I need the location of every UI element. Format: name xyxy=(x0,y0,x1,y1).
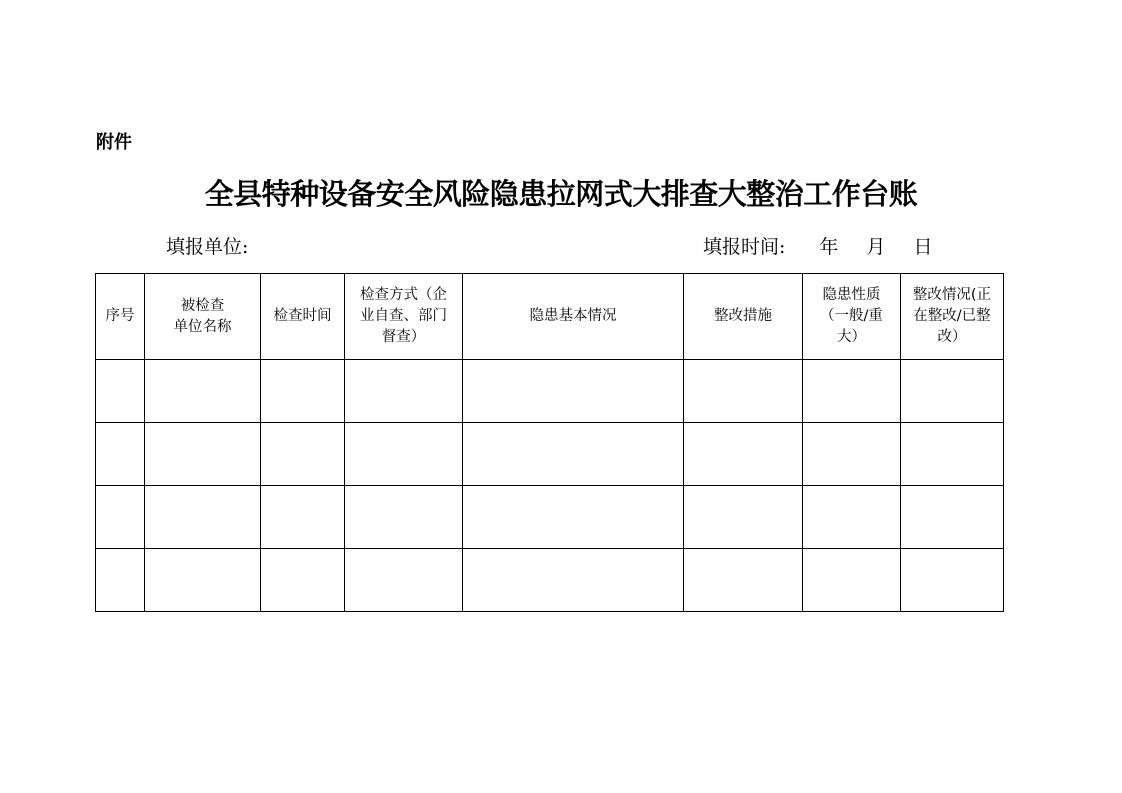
column-header-label: 隐患基本情况 xyxy=(529,308,617,324)
table-cell[interactable] xyxy=(463,486,684,549)
page-title: 全县特种设备安全风险隐患拉网式大排查大整治工作台账 xyxy=(204,177,918,211)
column-header xyxy=(684,274,803,360)
table-cell[interactable] xyxy=(261,549,345,612)
table-cell[interactable] xyxy=(345,423,463,486)
fill-time-row xyxy=(703,232,932,259)
table-cell[interactable] xyxy=(684,549,803,612)
table-cell[interactable] xyxy=(684,423,803,486)
fill-unit-label: 填报单位: xyxy=(166,236,249,258)
ledger-table xyxy=(95,273,1004,612)
table-cell[interactable] xyxy=(145,423,261,486)
table-cell[interactable] xyxy=(261,423,345,486)
table-cell[interactable] xyxy=(261,486,345,549)
column-header xyxy=(261,274,345,360)
table-cell[interactable] xyxy=(345,486,463,549)
attachment-label: 附件 xyxy=(96,132,132,153)
table-cell[interactable] xyxy=(96,486,145,549)
column-header-label: 检查方式（企 业自查、部门 督查） xyxy=(360,287,447,345)
fill-time-day: 日 xyxy=(913,236,933,258)
table-cell[interactable] xyxy=(463,549,684,612)
column-header xyxy=(803,274,901,360)
table-row xyxy=(96,360,1004,423)
column-header xyxy=(145,274,261,360)
table-cell[interactable] xyxy=(96,549,145,612)
column-header xyxy=(345,274,463,360)
table-cell[interactable] xyxy=(96,360,145,423)
column-header-label: 整改措施 xyxy=(714,308,772,324)
column-header xyxy=(463,274,684,360)
table-cell[interactable] xyxy=(901,549,1004,612)
table-cell[interactable] xyxy=(901,423,1004,486)
table-cell[interactable] xyxy=(345,549,463,612)
table-cell[interactable] xyxy=(901,360,1004,423)
table-row xyxy=(96,486,1004,549)
fill-time-month: 月 xyxy=(866,236,886,258)
table-cell[interactable] xyxy=(803,423,901,486)
table-cell[interactable] xyxy=(463,423,684,486)
fill-time-year: 年 xyxy=(819,236,839,258)
column-header xyxy=(96,274,145,360)
table-cell[interactable] xyxy=(145,360,261,423)
table-cell[interactable] xyxy=(684,360,803,423)
fill-time-label: 填报时间: xyxy=(703,236,786,258)
table-cell[interactable] xyxy=(803,549,901,612)
column-header xyxy=(901,274,1004,360)
column-header-label: 检查时间 xyxy=(273,308,332,324)
column-header-label: 整改情况(正 在整改/已整 改） xyxy=(912,287,992,345)
table-cell[interactable] xyxy=(901,486,1004,549)
table-body xyxy=(96,360,1004,612)
column-header-label: 序号 xyxy=(105,308,135,324)
table-cell[interactable] xyxy=(803,486,901,549)
table-cell[interactable] xyxy=(261,360,345,423)
table-row xyxy=(96,549,1004,612)
table-cell[interactable] xyxy=(463,360,684,423)
table-cell[interactable] xyxy=(803,360,901,423)
table-cell[interactable] xyxy=(684,486,803,549)
table-row xyxy=(96,423,1004,486)
table-cell[interactable] xyxy=(345,360,463,423)
table-cell[interactable] xyxy=(145,549,261,612)
column-header-label: 被检查 单位名称 xyxy=(173,297,232,335)
table-header-row xyxy=(96,274,1004,360)
table-cell[interactable] xyxy=(145,486,261,549)
column-header-label: 隐患性质 （一般/重 大） xyxy=(820,287,883,345)
table-cell[interactable] xyxy=(96,423,145,486)
